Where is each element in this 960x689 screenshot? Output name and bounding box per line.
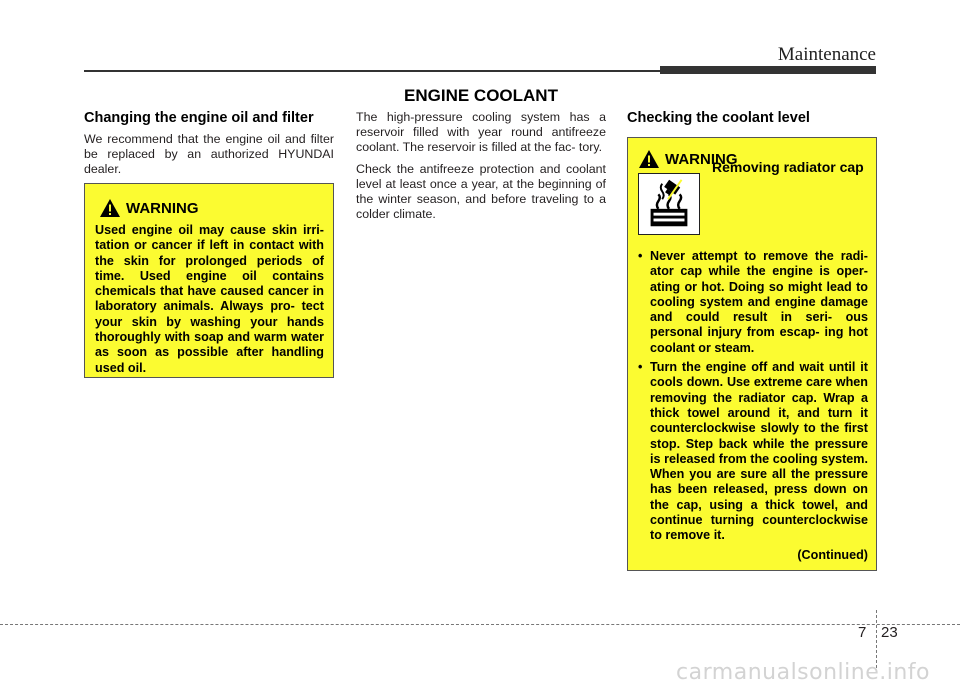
footer-dashed-rule	[0, 624, 960, 625]
coolant-paragraph-1: The high-pressure cooling system has a reservoir filled with year round antifreeze coolant. The reservoir is filled at the fac- tory.	[356, 110, 606, 154]
column-right	[627, 110, 877, 132]
section-title: ENGINE COOLANT	[404, 86, 558, 105]
header-title: Maintenance	[777, 44, 876, 65]
page-number: 23	[881, 624, 898, 641]
watermark: carmanualsonline.info	[676, 660, 930, 685]
coolant-level-heading: Checking the coolant level	[627, 110, 810, 126]
warning-triangle-icon	[638, 149, 660, 169]
radiator-warning-box	[627, 137, 877, 571]
oil-warning-text: Used engine oil may cause skin irri- tation or cancer if left in contact with the skin for prolonged periods of time. Used engine oil contains chemicals that have caused cancer in laboratory animals. Always pro- tect your skin by washing your hands thoroughly with soap and warm water as soon as possible after handling used oil.	[95, 223, 324, 375]
coolant-paragraph-2: Check the antifreeze protection and coolant level at least once a year, at the beginning of the winter season, and before traveling to a colder climate.	[356, 162, 606, 221]
header-rule-thin	[84, 70, 660, 72]
column-left	[84, 110, 334, 184]
radiator-cap-hot-icon	[638, 173, 700, 235]
oil-filter-paragraph: We recommend that the engine oil and filter be replaced by an authorized HYUNDAI dealer.	[84, 132, 334, 176]
list-item: • Never attempt to remove the radi- ator cap while the engine is oper- ating or hot. Doing so might lead to cooling system and engine damage and could result in seri- ous personal injury from escap- ing hot coolant or steam.	[638, 249, 868, 356]
chapter-number: 7	[858, 624, 867, 641]
list-item: • Turn the engine off and wait until it cools down. Use extreme care when removing the radiator cap. Wrap a thick towel around it, and turn it counterclockwise slowly to the first stop. Step back while the pressure is released from the cooling system. When you are sure all the pressure has been released, press down on the cap, using a thick towel, and continue turning counterclockwise to remove it.	[638, 360, 868, 544]
oil-warning-box	[84, 183, 334, 378]
header-rule-thick	[660, 66, 876, 74]
oil-filter-heading: Changing the engine oil and filter	[84, 110, 314, 126]
oil-warning-header	[99, 198, 324, 218]
warning-triangle-icon	[99, 198, 121, 218]
radiator-warning-label: WARNING	[665, 150, 738, 168]
column-middle	[356, 110, 606, 229]
oil-warning-label: WARNING	[126, 199, 199, 217]
radiator-warning-list	[638, 249, 868, 544]
radiator-warning-title: Removing radiator cap	[712, 159, 864, 175]
continued-label: (Continued)	[797, 547, 868, 562]
